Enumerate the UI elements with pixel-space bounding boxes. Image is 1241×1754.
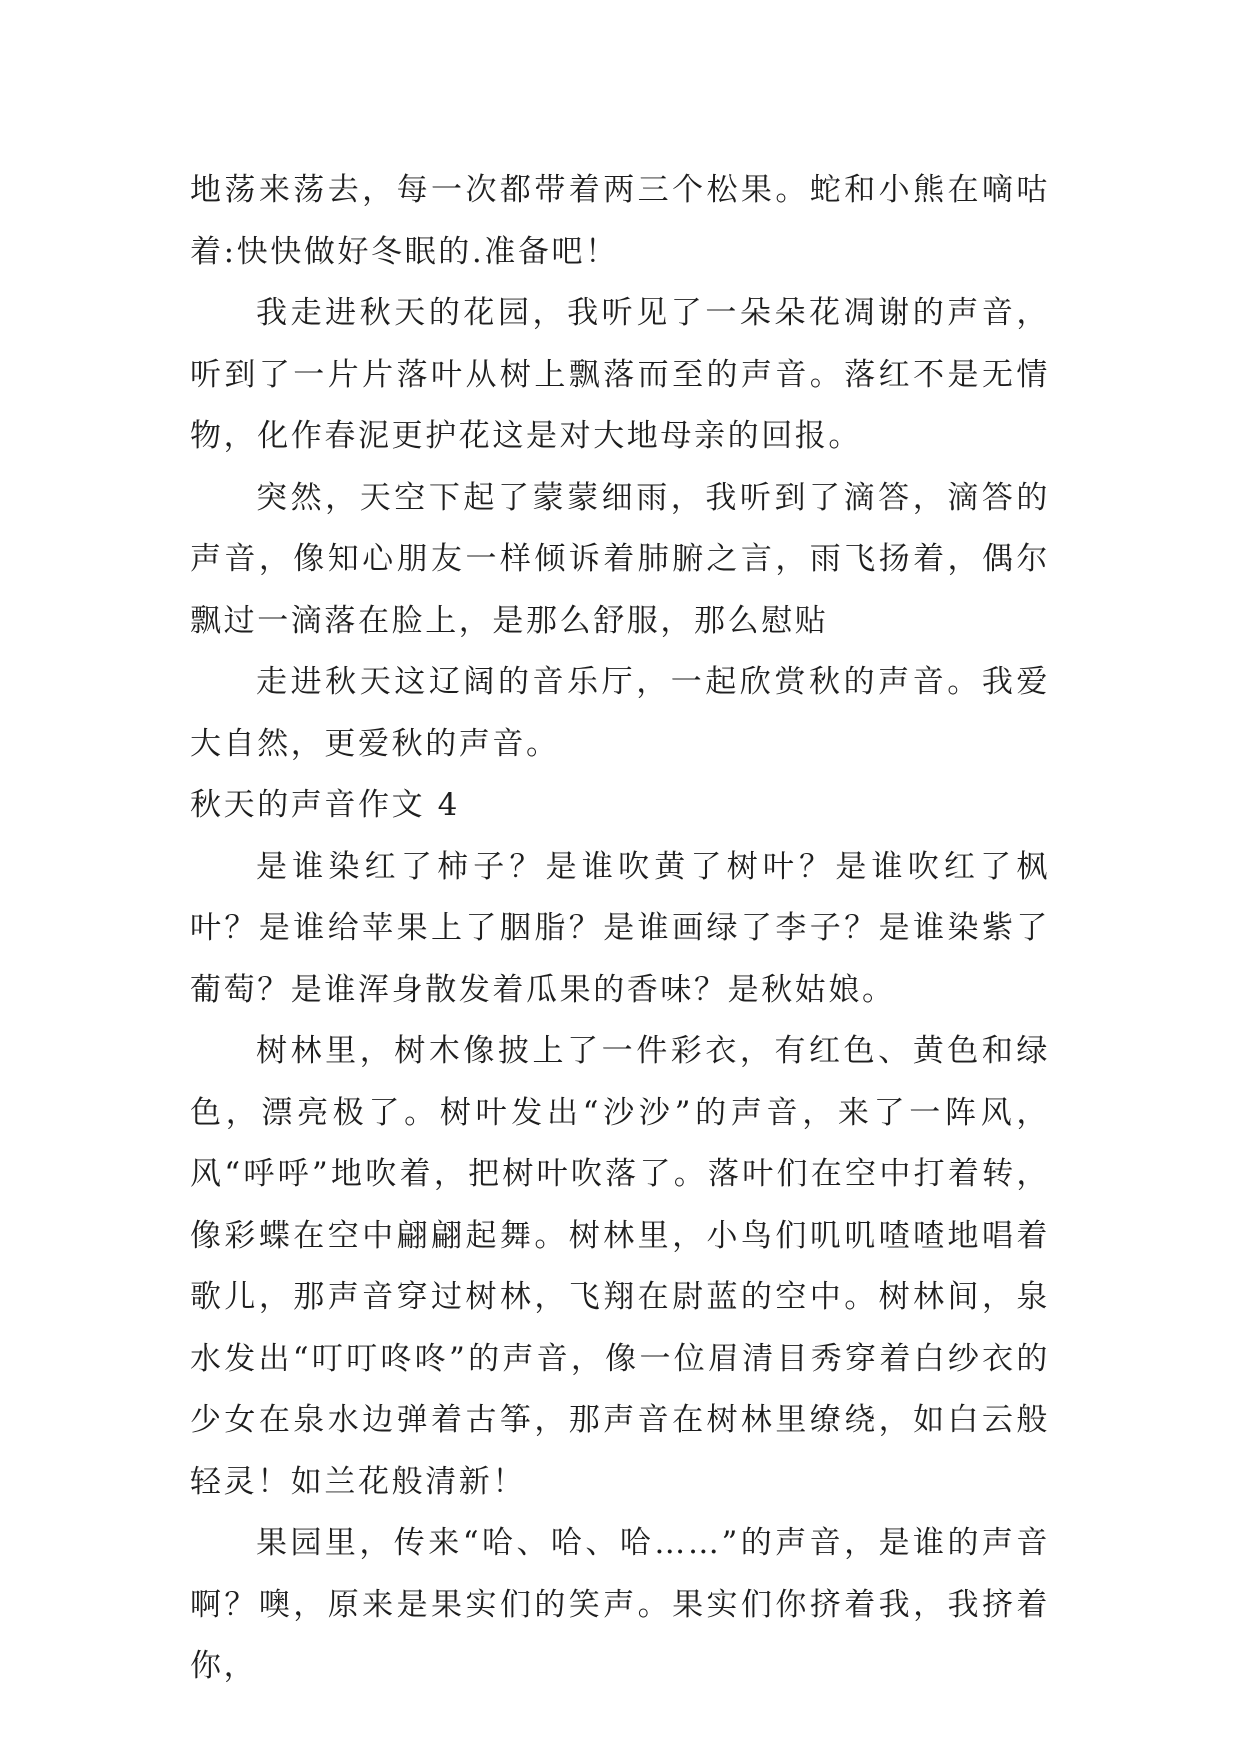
document-body [190, 160, 1050, 1698]
paragraph-continued: 地荡来荡去，每一次都带着两三个松果。蛇和小熊在嘀咕着:快快做好冬眠的.准备吧！ [190, 172, 1050, 270]
section-heading: 秋天的声音作文 4 [190, 787, 460, 823]
paragraph-garden: 我走进秋天的花园，我听见了一朵朵花凋谢的声音，听到了一片片落叶从树上飘落而至的声音。落红不是无情物，化作春泥更护花这是对大地母亲的回报。 [190, 295, 1050, 454]
paragraph-forest: 树林里，树木像披上了一件彩衣，有红色、黄色和绿色，漂亮极了。树叶发出“沙沙”的声音，来了一阵风，风“呼呼”地吹着，把树叶吹落了。落叶们在空中打着转，像彩蝶在空中翩翩起舞。树林里，小鸟们叽叽喳喳地唱着歌儿，那声音穿过树林，飞翔在尉蓝的空中。树林间，泉水发出“叮叮咚咚”的声音，像一位眉清目秀穿着白纱衣的少女在泉水边弹着古筝，那声音在树林里缭绕，如白云般轻灵！如兰花般清新！ [190, 1033, 1050, 1500]
paragraph-orchard: 果园里，传来“哈、哈、哈……”的声音，是谁的声音啊？噢，原来是果实们的笑声。果实们你挤着我，我挤着你， [190, 1525, 1050, 1684]
paragraph-questions: 是谁染红了柿子？是谁吹黄了树叶？是谁吹红了枫叶？是谁给苹果上了胭脂？是谁画绿了李子？是谁染紫了葡萄？是谁浑身散发着瓜果的香味？是秋姑娘。 [190, 848, 1050, 1008]
paragraph-concert-hall: 走进秋天这辽阔的音乐厅，一起欣赏秋的声音。我爱大自然，更爱秋的声音。 [190, 664, 1050, 762]
paragraph-rain: 突然，天空下起了蒙蒙细雨，我听到了滴答，滴答的声音，像知心朋友一样倾诉着肺腑之言，雨飞扬着，偶尔飘过一滴落在脸上，是那么舒服，那么慰贴 [190, 479, 1050, 639]
